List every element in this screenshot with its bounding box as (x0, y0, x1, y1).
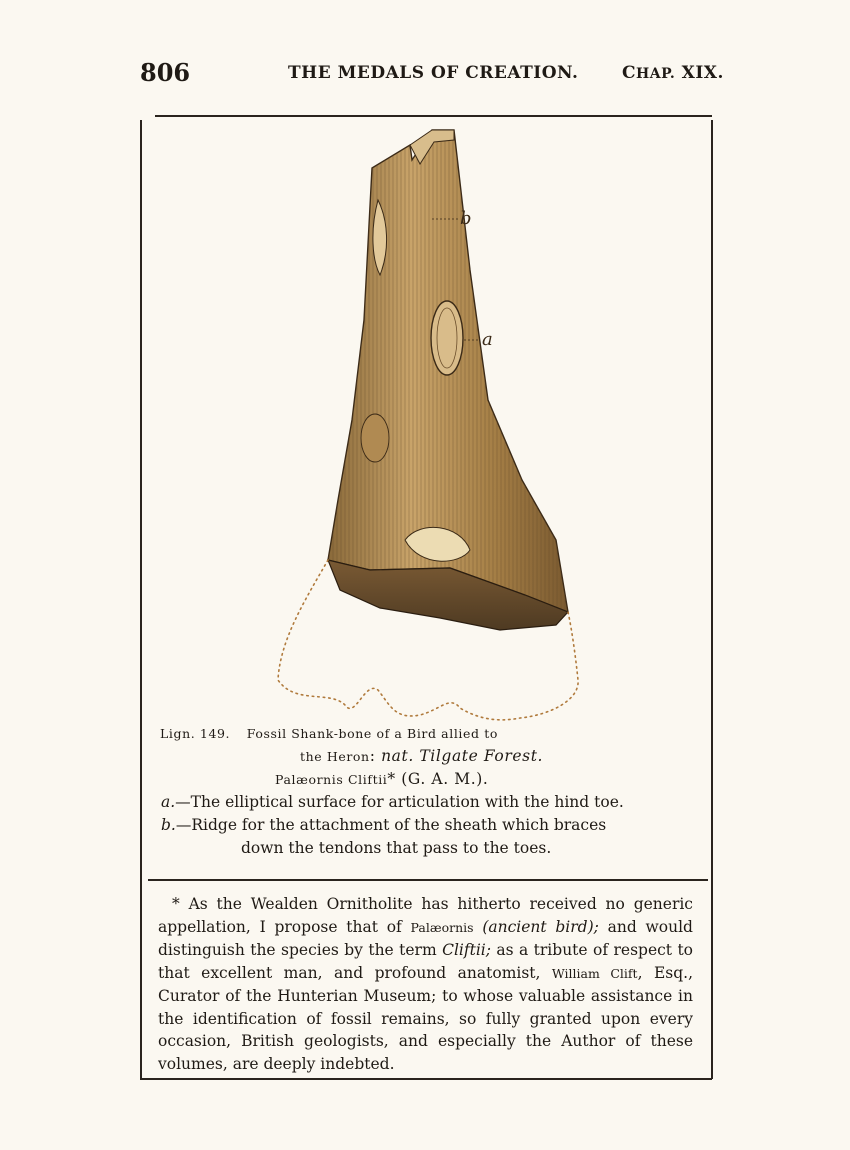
caption-item-b (161, 814, 710, 837)
footnote-space (474, 918, 483, 936)
footnote-genus-meaning: (ancient bird); (482, 917, 599, 936)
caption-title-part1: Fossil Shank-bone of a Bird allied to (246, 726, 498, 741)
footnote-person: William Clift (551, 965, 638, 981)
species-suffix: * (G. A. M.). (387, 770, 489, 788)
articulation-surface-a (431, 301, 463, 375)
caption-item-b-continued: down the tendons that pass to the toes. (241, 839, 552, 857)
lign-number: Lign. 149. (160, 726, 231, 741)
footnote-species: Cliftii; (442, 941, 491, 959)
footnote-genus: Palæornis (410, 919, 474, 935)
page-header (0, 58, 850, 90)
footnote-text-4: , Esq., Curator of the Hunterian Museum; to whose valuable assistance in the identification of fossil remains, so fully granted upon every occasion, British geologists, and especially the Author of these volumes, are deeply indebted. (158, 963, 694, 1073)
item-b-text-1: —Ridge for the attachment of the sheath which braces (175, 816, 607, 834)
caption-title-part2b: : (369, 747, 382, 765)
top-rule (155, 115, 712, 117)
item-b-letter: b. (161, 816, 176, 834)
running-title: THE MEDALS OF CREATION. (288, 63, 579, 83)
right-rule (711, 120, 713, 1079)
caption-locality: nat. Tilgate Forest. (381, 747, 544, 765)
caption-species-line (275, 768, 710, 791)
chapter-smallcaps: HAP. (636, 66, 676, 82)
page-number: 806 (140, 58, 191, 87)
fossil-bone-illustration (260, 120, 600, 730)
footnote-text-2: and would distinguish the species by the term (158, 917, 693, 959)
caption-item-a (161, 791, 710, 814)
caption-title-part2a: the Heron (300, 749, 370, 764)
item-a-letter: a. (161, 793, 176, 811)
footnote-text-1: * As the Wealden Ornitholite has hitherto received no generic appellation, I propose that of (158, 895, 693, 936)
caption-title-line2 (300, 745, 710, 768)
chapter-label (622, 63, 724, 83)
footnote-paragraph (158, 893, 693, 1075)
chapter-prefix: C (622, 63, 637, 83)
item-a-text: —The elliptical surface for articulation with the hind toe. (175, 793, 624, 811)
species-name: Palæornis Cliftii (275, 772, 388, 787)
chapter-number: XIX. (675, 63, 724, 83)
label-b: b (460, 208, 472, 229)
caption-title-line1 (160, 722, 710, 745)
label-a: a (482, 329, 493, 350)
bottom-rule (140, 1078, 712, 1080)
footnote-text-3: as a tribute of respect to that excellent man, and profound anatomist, (158, 941, 694, 982)
figure-caption (155, 722, 710, 860)
left-rule (140, 120, 142, 1079)
footnote-divider (148, 879, 708, 881)
footnote (158, 893, 693, 1075)
